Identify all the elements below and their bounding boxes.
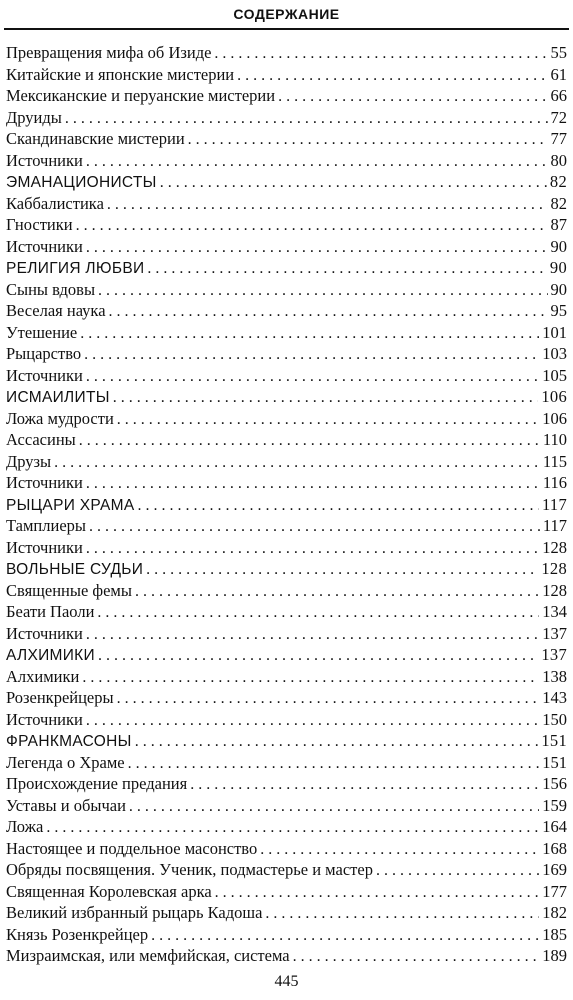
toc-entry <box>6 107 567 129</box>
toc-entry <box>6 214 567 236</box>
dot-leader <box>117 409 539 431</box>
toc-entry-page: 137 <box>541 645 567 664</box>
toc-entry <box>6 365 567 387</box>
toc-entry-page: 66 <box>550 86 567 105</box>
dot-leader <box>86 473 540 495</box>
dot-leader <box>86 624 539 646</box>
toc-entry-page: 90 <box>550 236 567 256</box>
toc-entry <box>6 838 567 860</box>
dot-leader <box>82 667 539 689</box>
toc-entry-title: Алхимики <box>6 666 80 686</box>
toc-entry-title: Обряды посвящения. Ученик, подмастерье и мастер <box>6 860 373 879</box>
toc-section-heading <box>6 558 567 580</box>
toc-entry-page: 55 <box>550 43 567 62</box>
toc-entry-page: 106 <box>541 387 567 406</box>
toc-entry <box>6 687 567 709</box>
toc-entry-title: ЭМАНАЦИОНИСТЫ <box>6 174 157 191</box>
dot-leader <box>86 237 548 259</box>
header-rule <box>4 28 569 30</box>
dot-leader <box>151 925 539 947</box>
toc-entry-title: Источники <box>6 473 83 492</box>
toc-entry-title: Сыны вдовы <box>6 279 96 299</box>
toc-entry <box>6 343 567 365</box>
dot-leader <box>89 516 540 538</box>
toc-entry-title: Превращения мифа об Изиде <box>6 43 212 62</box>
dot-leader <box>117 688 540 710</box>
toc-entry-title: Великий избранный рыцарь Кадоша <box>6 903 263 922</box>
toc-entry-title: Скандинавские мистерии <box>6 129 185 148</box>
toc-section-heading <box>6 644 567 666</box>
toc-entry-title: Источники <box>6 623 83 643</box>
dot-leader <box>97 602 539 624</box>
toc-entry-page: 95 <box>550 301 567 320</box>
dot-leader <box>86 538 539 560</box>
toc-entry-page: 106 <box>542 408 567 428</box>
toc-entry-title: ВОЛЬНЫЕ СУДЬИ <box>6 561 144 578</box>
toc-entry-title: Друиды <box>6 107 62 127</box>
toc-entry-page: 156 <box>542 774 567 793</box>
toc-entry-page: 105 <box>542 365 567 385</box>
toc-entry <box>6 128 567 150</box>
toc-entry-page: 103 <box>542 344 567 363</box>
dot-leader <box>265 903 539 925</box>
toc-entry-page: 128 <box>542 580 567 600</box>
dot-leader <box>86 151 548 173</box>
toc-entry-title: Священная Королевская арка <box>6 881 212 901</box>
toc-entry <box>6 945 567 967</box>
toc-entry-title: Мексиканские и перуанские мистерии <box>6 86 276 105</box>
toc-section-heading <box>6 386 567 408</box>
toc-entry <box>6 515 567 537</box>
dot-leader <box>98 280 547 302</box>
dot-leader <box>46 817 539 839</box>
toc-entry-page: 185 <box>542 924 567 944</box>
toc-entry-title: АЛХИМИКИ <box>6 647 95 664</box>
toc-entry-page: 82 <box>550 193 567 213</box>
dot-leader <box>79 430 540 452</box>
toc-entry-title: Каббалистика <box>6 193 104 213</box>
toc-entry-page: 189 <box>542 946 567 965</box>
dot-leader <box>84 344 539 366</box>
toc-entry-title: ФРАНКМАСОНЫ <box>6 733 132 750</box>
toc-entry <box>6 881 567 903</box>
toc-entry-title: Источники <box>6 236 83 256</box>
dot-leader <box>80 323 539 345</box>
dot-leader <box>376 860 539 882</box>
toc-entry-page: 128 <box>542 537 567 557</box>
toc-entry-page: 143 <box>542 688 567 707</box>
dot-leader <box>98 645 538 667</box>
toc-entry <box>6 709 567 731</box>
toc-entry-page: 168 <box>542 838 567 858</box>
dot-leader <box>54 452 540 474</box>
toc-entry <box>6 537 567 559</box>
dot-leader <box>65 108 548 130</box>
toc-entry-page: 117 <box>541 494 567 514</box>
toc-entry-title: Источники <box>6 365 83 385</box>
toc-entry-page: 90 <box>549 258 567 277</box>
toc-section-heading <box>6 494 567 516</box>
toc-entry <box>6 85 567 107</box>
toc-entry-page: 182 <box>542 903 567 922</box>
toc-entry-title: РЫЦАРИ ХРАМА <box>6 496 135 514</box>
dot-leader <box>135 731 539 753</box>
toc-entry-title: Источники <box>6 537 83 557</box>
dot-leader <box>214 43 547 65</box>
toc-entry-title: Китайские и японские мистерии <box>6 64 235 84</box>
toc-entry-page: 159 <box>542 795 567 815</box>
toc-entry <box>6 451 567 473</box>
dot-leader <box>215 882 540 904</box>
toc-entry <box>6 150 567 172</box>
toc-entry-page: 137 <box>542 623 567 643</box>
toc-entry <box>6 773 567 795</box>
toc-entry-title: Священные фемы <box>6 580 132 600</box>
toc-section-heading <box>6 257 567 279</box>
toc-entry-title: Ассасины <box>6 430 76 449</box>
toc-section-heading <box>6 171 567 193</box>
dot-leader <box>76 215 548 237</box>
dot-leader <box>86 710 539 732</box>
dot-leader <box>188 129 548 151</box>
toc-entry <box>6 429 567 451</box>
toc-entry-title: Друзы <box>6 451 52 471</box>
toc-entry <box>6 322 567 344</box>
toc-entry-title: Гностики <box>6 215 73 234</box>
toc-entry <box>6 236 567 258</box>
toc-entry <box>6 623 567 645</box>
toc-entry-page: 72 <box>550 107 567 127</box>
toc-entry-title: Ложа мудрости <box>6 408 114 428</box>
toc-entry <box>6 580 567 602</box>
toc-entry-title: ИСМАИЛИТЫ <box>6 389 110 406</box>
toc-entry-page: 177 <box>542 881 567 901</box>
toc-entry-title: Мизраимская, или мемфийская, система <box>6 946 290 965</box>
toc-entry-title: Происхождение предания <box>6 774 188 793</box>
table-of-contents <box>6 42 567 967</box>
toc-entry-page: 117 <box>542 516 567 535</box>
toc-entry <box>6 666 567 688</box>
toc-entry-title: Утешение <box>6 322 78 342</box>
dot-leader <box>146 559 538 581</box>
toc-entry-title: Рыцарство <box>6 344 82 363</box>
toc-entry-page: 116 <box>542 473 567 492</box>
toc-entry <box>6 601 567 623</box>
toc-entry-page: 134 <box>542 602 567 621</box>
dot-leader <box>190 774 539 796</box>
toc-entry-page: 90 <box>550 279 567 299</box>
toc-entry <box>6 816 567 838</box>
toc-entry-title: Веселая наука <box>6 301 106 320</box>
toc-entry <box>6 193 567 215</box>
toc-entry-page: 110 <box>542 430 567 449</box>
toc-entry-page: 101 <box>542 322 567 342</box>
toc-section-heading <box>6 730 567 752</box>
toc-entry-page: 150 <box>542 709 567 729</box>
toc-entry <box>6 42 567 64</box>
toc-entry-page: 115 <box>542 451 567 471</box>
toc-entry <box>6 279 567 301</box>
dot-leader <box>113 387 539 409</box>
toc-entry-page: 169 <box>542 860 567 879</box>
toc-entry <box>6 300 567 322</box>
toc-entry <box>6 408 567 430</box>
dot-leader <box>107 194 548 216</box>
toc-entry-title: Князь Розенкрейцер <box>6 924 149 944</box>
toc-entry-page: 87 <box>550 215 567 234</box>
dot-leader <box>237 65 547 87</box>
dot-leader <box>260 839 539 861</box>
toc-entry-page: 82 <box>549 172 567 191</box>
toc-entry <box>6 472 567 494</box>
toc-entry-page: 138 <box>542 666 567 686</box>
dot-leader <box>128 753 540 775</box>
dot-leader <box>86 366 539 388</box>
toc-entry-title: Источники <box>6 150 83 170</box>
toc-entry <box>6 902 567 924</box>
toc-entry-title: РЕЛИГИЯ ЛЮБВИ <box>6 260 145 277</box>
toc-entry-page: 151 <box>541 731 567 750</box>
toc-entry-title: Настоящее и поддельное масонство <box>6 838 258 858</box>
dot-leader <box>278 86 547 108</box>
toc-entry <box>6 795 567 817</box>
page-number: 445 <box>274 973 299 990</box>
toc-entry-title: Ложа <box>6 817 44 836</box>
dot-leader <box>293 946 540 968</box>
toc-entry-page: 151 <box>542 752 567 772</box>
dot-leader <box>135 581 539 603</box>
toc-entry-page: 128 <box>541 559 567 578</box>
toc-entry-title: Уставы и обычаи <box>6 795 126 815</box>
toc-entry-title: Источники <box>6 709 83 729</box>
dot-leader <box>109 301 548 323</box>
dot-leader <box>129 796 539 818</box>
dot-leader <box>147 258 546 280</box>
toc-entry <box>6 64 567 86</box>
toc-entry-title: Тамплиеры <box>6 516 86 535</box>
toc-entry-title: Беати Паоли <box>6 602 95 621</box>
toc-entry-page: 77 <box>550 129 567 148</box>
page-title: СОДЕРЖАНИЕ <box>233 6 340 22</box>
toc-entry-page: 80 <box>550 150 567 170</box>
toc-entry <box>6 752 567 774</box>
toc-entry-title: Розенкрейцеры <box>6 688 114 707</box>
dot-leader <box>137 495 538 517</box>
toc-entry-title: Легенда о Храме <box>6 752 125 772</box>
toc-entry <box>6 859 567 881</box>
toc-entry-page: 61 <box>550 64 567 84</box>
toc-entry <box>6 924 567 946</box>
toc-entry-page: 164 <box>542 817 567 836</box>
dot-leader <box>160 172 547 194</box>
